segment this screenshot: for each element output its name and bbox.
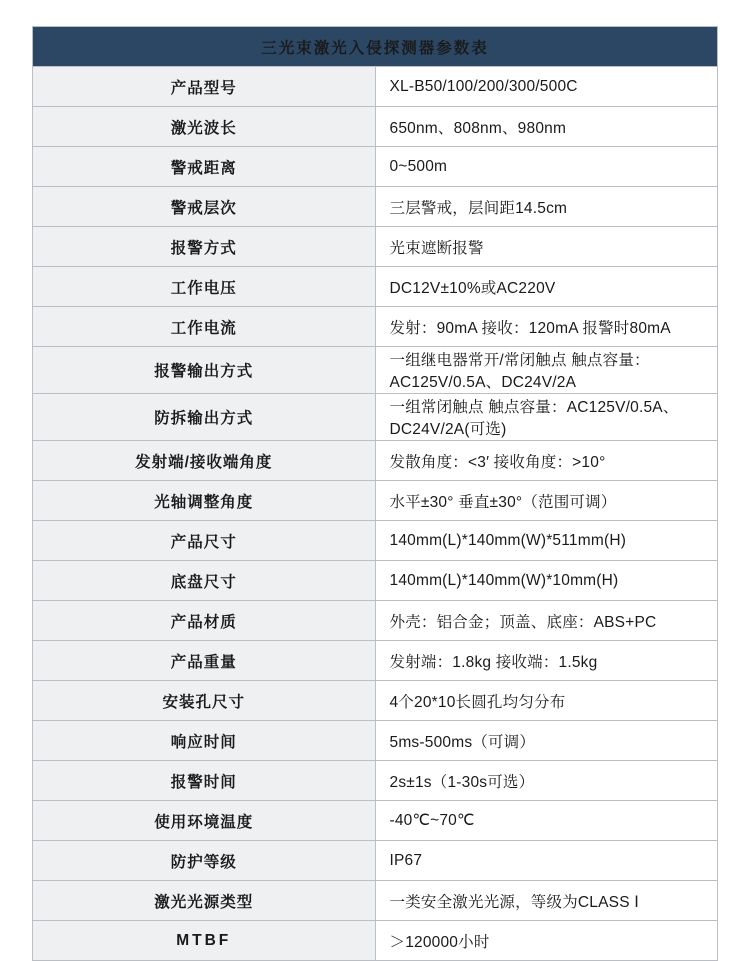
- table-row: [33, 347, 718, 394]
- row-value: 外壳：铝合金；顶盖、底座：ABS+PC: [375, 601, 718, 641]
- table-row: [33, 267, 718, 307]
- table-row: [33, 107, 718, 147]
- row-value: 发射：90mA 接收：120mA 报警时80mA: [375, 307, 718, 347]
- row-label: 安装孔尺寸: [33, 681, 376, 721]
- row-value: 发散角度：<3′ 接收角度：>10°: [375, 441, 718, 481]
- row-value: 一类安全激光光源，等级为CLASS Ⅰ: [375, 881, 718, 921]
- row-value: 发射端：1.8kg 接收端：1.5kg: [375, 641, 718, 681]
- row-value: IP67: [375, 841, 718, 881]
- table-body: [33, 27, 718, 961]
- table-row: [33, 481, 718, 521]
- table-row: [33, 761, 718, 801]
- row-label: 防护等级: [33, 841, 376, 881]
- row-label: 产品尺寸: [33, 521, 376, 561]
- row-label: 发射端/接收端角度: [33, 441, 376, 481]
- row-value: XL-B50/100/200/300/500C: [375, 67, 718, 107]
- row-label: 产品材质: [33, 601, 376, 641]
- row-value: 一组常闭触点 触点容量：AC125V/0.5A、DC24V/2A(可选): [375, 394, 718, 441]
- specification-table: [32, 26, 718, 961]
- row-label: 工作电压: [33, 267, 376, 307]
- row-label: 激光波长: [33, 107, 376, 147]
- row-label: 产品型号: [33, 67, 376, 107]
- row-value: 5ms-500ms（可调）: [375, 721, 718, 761]
- row-label: 警戒层次: [33, 187, 376, 227]
- table-row: [33, 921, 718, 961]
- table-title-row: [33, 27, 718, 67]
- page-title: 三光束激光入侵探测器参数表: [33, 27, 718, 67]
- row-label: 防拆输出方式: [33, 394, 376, 441]
- row-value: DC12V±10%或AC220V: [375, 267, 718, 307]
- row-value: -40℃~70℃: [375, 801, 718, 841]
- table-row: [33, 561, 718, 601]
- row-label: 报警方式: [33, 227, 376, 267]
- row-label: 光轴调整角度: [33, 481, 376, 521]
- row-label: 警戒距离: [33, 147, 376, 187]
- row-value: 三层警戒，层间距14.5cm: [375, 187, 718, 227]
- row-label: 工作电流: [33, 307, 376, 347]
- row-value: 一组继电器常开/常闭触点 触点容量：AC125V/0.5A、DC24V/2A: [375, 347, 718, 394]
- row-value: 140mm(L)*140mm(W)*511mm(H): [375, 521, 718, 561]
- table-row: [33, 187, 718, 227]
- table-row: [33, 841, 718, 881]
- row-value: 650nm、808nm、980nm: [375, 107, 718, 147]
- row-label: 产品重量: [33, 641, 376, 681]
- table-row: [33, 721, 718, 761]
- table-row: [33, 441, 718, 481]
- table-row: [33, 227, 718, 267]
- row-label: 使用环境温度: [33, 801, 376, 841]
- table-row: [33, 881, 718, 921]
- row-value: ＞120000小时: [375, 921, 718, 961]
- table-row: [33, 521, 718, 561]
- row-label: 激光光源类型: [33, 881, 376, 921]
- row-label: 报警输出方式: [33, 347, 376, 394]
- row-value: 水平±30° 垂直±30°（范围可调）: [375, 481, 718, 521]
- table-row: [33, 394, 718, 441]
- row-label: 响应时间: [33, 721, 376, 761]
- table-row: [33, 641, 718, 681]
- row-label: MTBF: [33, 921, 376, 961]
- row-value: 2s±1s（1-30s可选）: [375, 761, 718, 801]
- row-value: 0~500m: [375, 147, 718, 187]
- row-label: 底盘尺寸: [33, 561, 376, 601]
- row-value: 光束遮断报警: [375, 227, 718, 267]
- row-value: 140mm(L)*140mm(W)*10mm(H): [375, 561, 718, 601]
- table-row: [33, 601, 718, 641]
- row-label: 报警时间: [33, 761, 376, 801]
- row-value: 4个20*10长圆孔均匀分布: [375, 681, 718, 721]
- table-row: [33, 147, 718, 187]
- table-row: [33, 67, 718, 107]
- table-row: [33, 307, 718, 347]
- table-row: [33, 681, 718, 721]
- table-row: [33, 801, 718, 841]
